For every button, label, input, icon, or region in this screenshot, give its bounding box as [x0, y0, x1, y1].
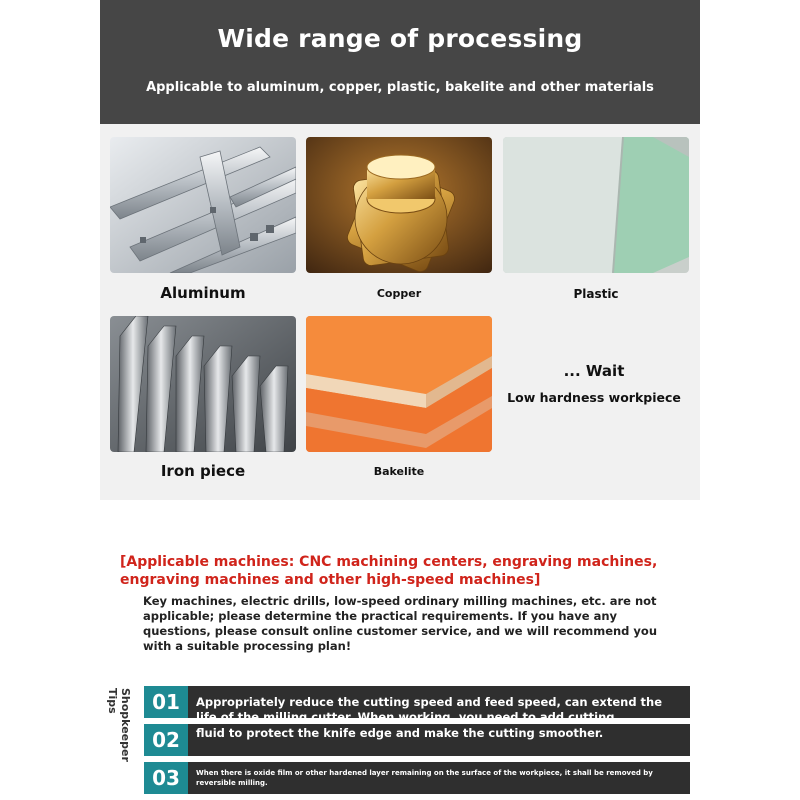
- plastic-label: Plastic: [573, 287, 619, 301]
- tip-row-3: [144, 762, 690, 794]
- tip-row-2: [144, 724, 690, 756]
- copper-image: [306, 137, 492, 273]
- bakelite-label: Bakelite: [373, 465, 425, 478]
- page-subtitle: Applicable to aluminum, copper, plastic, bakelite and other materials: [146, 80, 654, 95]
- applicable-machines-note: [Applicable machines: CNC machining centers, engraving machines, engraving machines and other high-speed machines]: [120, 554, 658, 588]
- wait-title: ... Wait: [563, 362, 625, 380]
- plastic-image: [503, 137, 689, 273]
- bakelite-image: [306, 316, 492, 452]
- tip-text-1: Appropriately reduce the cutting speed and feed speed, can extend the life of the milling cutter. When working, you need to add cutting: [196, 695, 663, 724]
- not-applicable-note: Key machines, electric drills, low-speed ordinary milling machines, etc. are not applicable; please determine the practical requirements. If you have any questions, please consult online customer service, and we will recommend you with a suitable processing plan!: [143, 594, 658, 653]
- tip-row-1: [144, 686, 690, 724]
- tip-number-2: 02: [144, 724, 188, 756]
- aluminum-image: [110, 137, 296, 273]
- aluminum-label: Aluminum: [160, 284, 246, 302]
- tip-text-3: When there is oxide film or other hardened layer remaining on the surface of the workpiece, it shall be removed by reversible milling.: [196, 769, 653, 787]
- wait-subtitle: Low hardness workpiece: [507, 390, 681, 405]
- header-banner: [100, 0, 700, 124]
- tip-text-2: fluid to protect the knife edge and make the cutting smoother.: [196, 726, 604, 740]
- iron-image: [110, 316, 296, 452]
- page-title: Wide range of processing: [217, 24, 583, 53]
- shopkeeper-tips-label: Shopkeeper Tips: [106, 688, 132, 762]
- tip-number-3: 03: [144, 762, 188, 794]
- tip-number-1: 01: [144, 686, 188, 718]
- copper-label: Copper: [376, 287, 422, 300]
- iron-label: Iron piece: [160, 462, 246, 480]
